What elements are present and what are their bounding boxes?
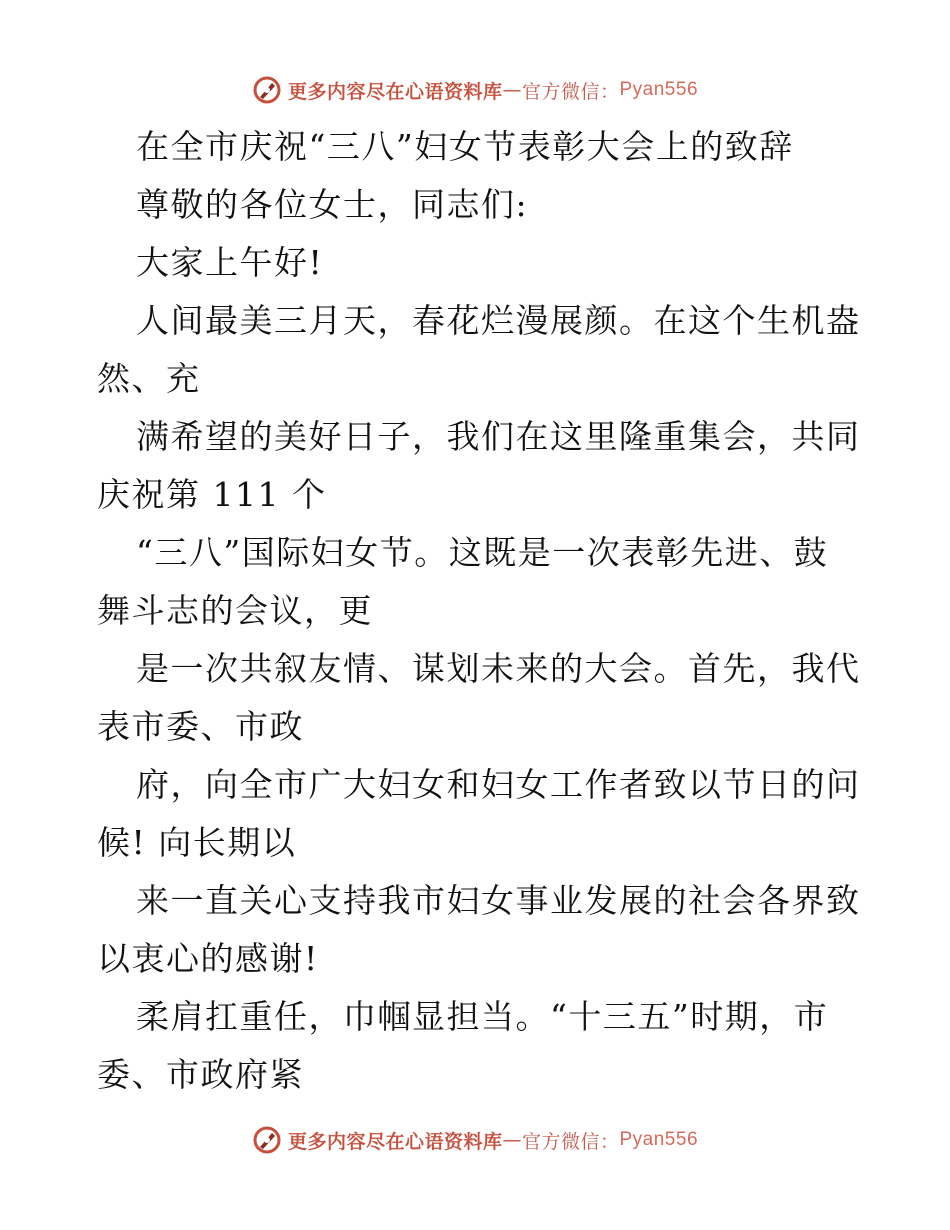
banner-separator: — [502,79,522,101]
text-line: 来一直关心支持我市妇女事业发展的社会各界致 [136,881,861,920]
document-body [97,118,861,1104]
banner-brand: 更多内容尽在心语资料库 [287,1130,503,1153]
banner-wechat-handle: Pyan556 [619,1129,699,1150]
pen-logo-icon [252,75,282,105]
text-line: 候! 向长期以 [97,823,297,862]
pen-logo-icon [252,1125,282,1155]
text-line: 委、市政府紧 [97,1055,304,1094]
text-line: 人间最美三月天，春花烂漫展颜。在这个生机盎 [136,301,861,340]
text-line: 尊敬的各位女士，同志们: [136,185,529,224]
banner-wechat-handle: Pyan556 [619,79,699,100]
text-line: 柔肩扛重任，巾帼显担当。“十三五”时期，市 [136,997,829,1036]
text-line: “三八”国际妇女节。这既是一次表彰先进、鼓 [136,533,829,572]
text-line: 舞斗志的会议，更 [97,591,373,630]
text-line: 以衷心的感谢! [97,939,319,978]
banner-wechat-label: 官方微信： [521,80,620,103]
text-line: 庆祝第 111 个 [97,475,327,514]
header-banner [0,70,950,110]
text-line: 大家上午好! [136,243,324,282]
text-line: 府，向全市广大妇女和妇女工作者致以节日的问 [136,765,861,804]
banner-separator: — [502,1129,522,1151]
text-line: 是一次共叙友情、谋划未来的大会。首先，我代 [136,649,861,688]
banner-brand: 更多内容尽在心语资料库 [287,80,503,103]
text-line: 在全市庆祝“三八”妇女节表彰大会上的致辞 [136,127,794,166]
text-line: 满希望的美好日子，我们在这里隆重集会，共同 [136,417,861,456]
text-line: 表市委、市政 [97,707,304,746]
text-line: 然、充 [97,359,201,398]
footer-banner [0,1120,950,1160]
banner-wechat-label: 官方微信： [521,1130,620,1153]
